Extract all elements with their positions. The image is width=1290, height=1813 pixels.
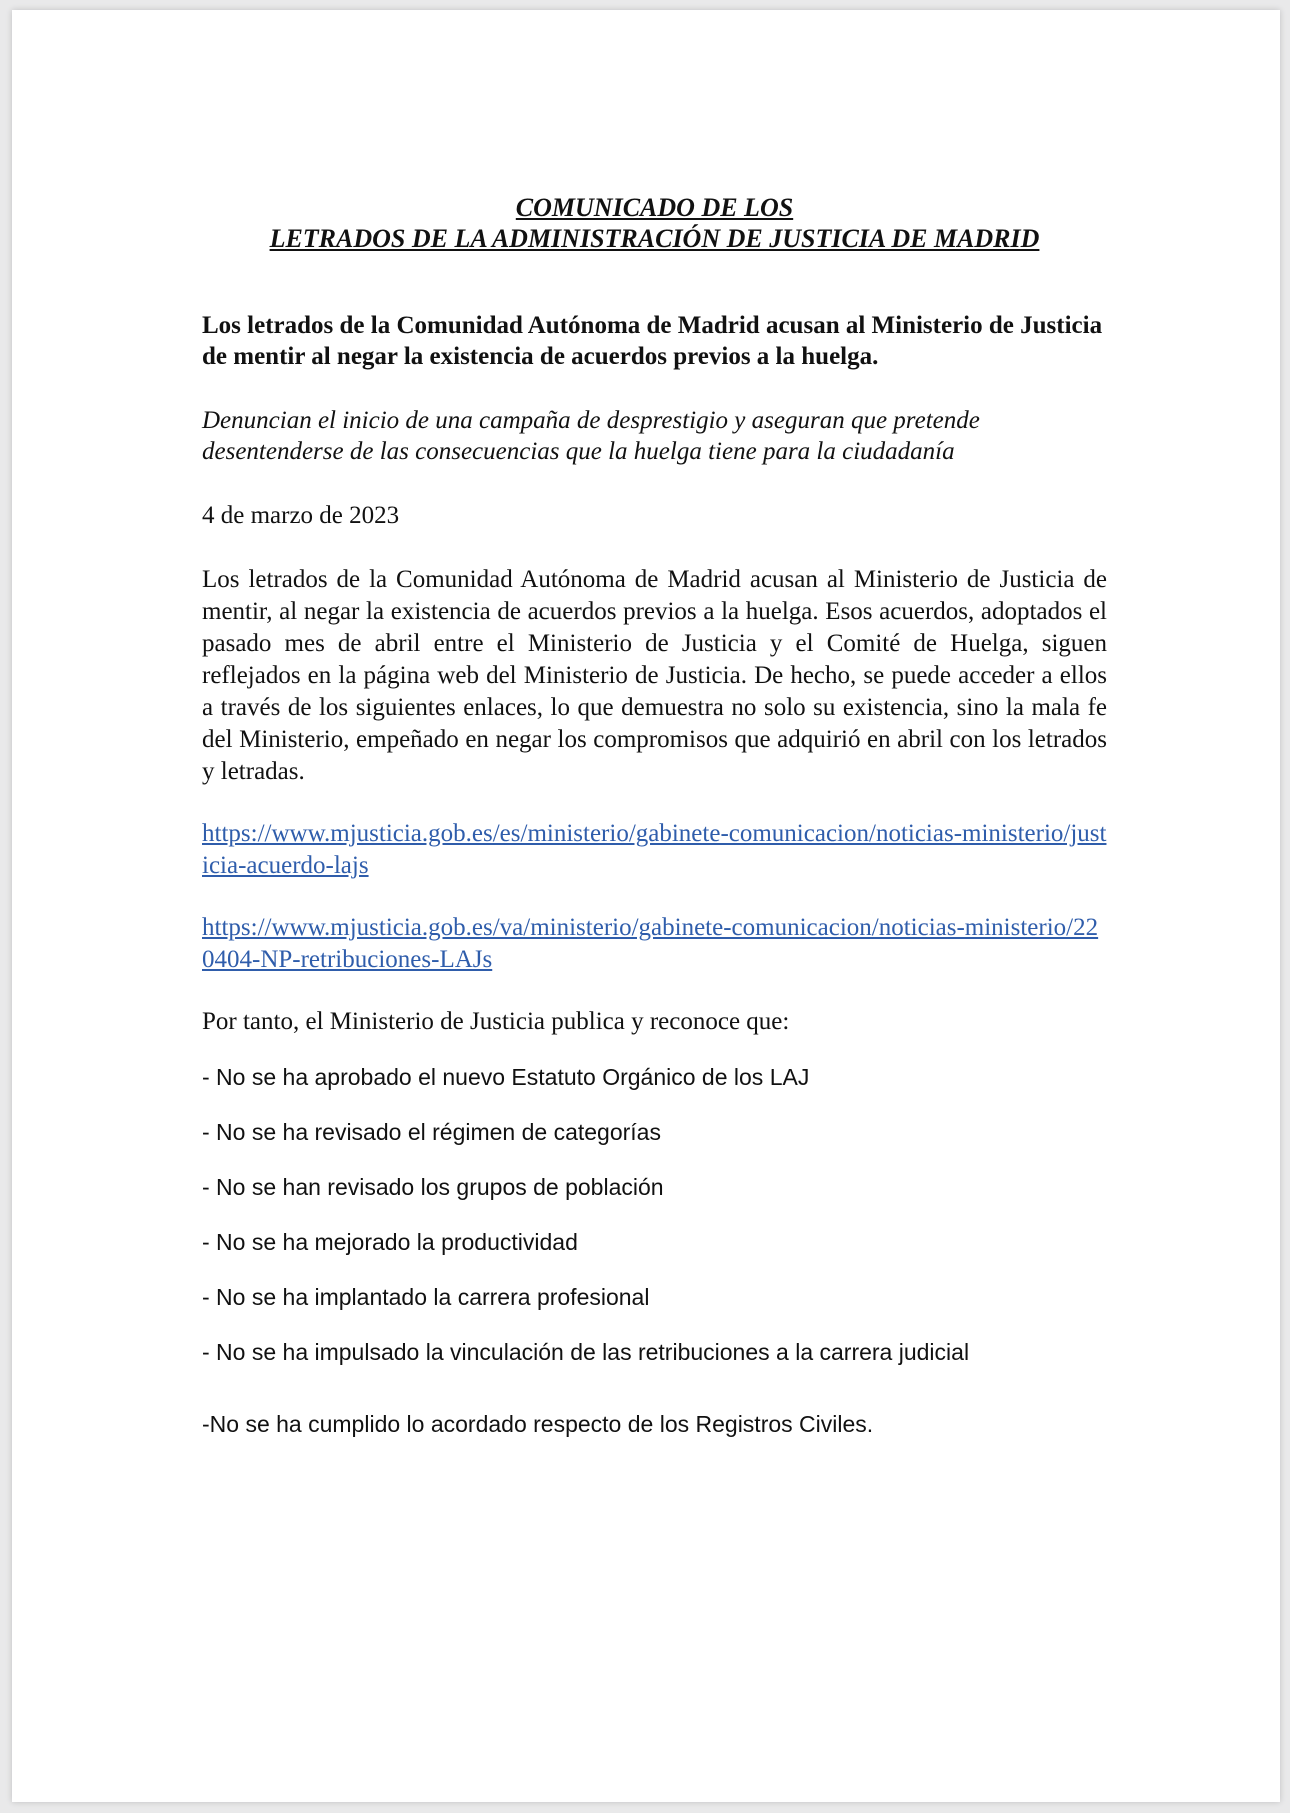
title-line-2: LETRADOS DE LA ADMINISTRACIÓN DE JUSTICIA DE MADRID xyxy=(269,224,1040,253)
list-item: - No se han revisado los grupos de población xyxy=(202,1174,664,1200)
headline: Los letrados de la Comunidad Autónoma de Madrid acusan al Ministerio de Justicia de mentir al negar la existencia de acuerdos previos a la huelga. xyxy=(202,312,1103,370)
list-item: -No se ha cumplido lo acordado respecto de los Registros Civiles. xyxy=(202,1411,874,1437)
link-acuerdo-lajs[interactable]: https://www.mjusticia.gob.es/es/ministerio/gabinete-comunicacion/noticias-ministerio/justicia-acuerdo-lajs xyxy=(202,820,1107,879)
publication-date: 4 de marzo de 2023 xyxy=(202,502,400,529)
subheadline: Denuncian el inicio de una campaña de desprestigio y aseguran que pretende desentenderse de las consecuencias que la huelga tiene para la ciudadanía xyxy=(202,407,980,465)
body-paragraph: Los letrados de la Comunidad Autónoma de Madrid acusan al Ministerio de Justicia de mentir, al negar la existencia de acuerdos previos a la huelga. Esos acuerdos, adoptados el pasado mes de abril entre el Ministerio de Justicia y el Comité de Huelga, siguen reflejados en la página web del Ministerio de Justicia. De hecho, se puede acceder a ellos a través de los siguientes enlaces, lo que demuestra no solo su existencia, sino la mala fe del Ministerio, empeñado en negar los compromisos que adquirió en abril con los letrados y letradas. xyxy=(202,566,1107,785)
list-item: - No se ha implantado la carrera profesional xyxy=(202,1284,650,1310)
list-intro: Por tanto, el Ministerio de Justicia publica y reconoce que: xyxy=(202,1008,790,1035)
title-line-1: COMUNICADO DE LOS xyxy=(515,193,794,222)
document-title xyxy=(202,192,1107,254)
findings-list xyxy=(202,1062,1107,1439)
link-retribuciones-lajs[interactable]: https://www.mjusticia.gob.es/va/ministerio/gabinete-comunicacion/noticias-ministerio/220404-NP-retribuciones-LAJs xyxy=(202,914,1099,973)
document-content xyxy=(202,192,1107,1464)
list-item: - No se ha revisado el régimen de categorías xyxy=(202,1119,661,1145)
list-item: - No se ha aprobado el nuevo Estatuto Orgánico de los LAJ xyxy=(202,1064,810,1090)
document-page xyxy=(12,10,1280,1802)
list-item: - No se ha impulsado la vinculación de las retribuciones a la carrera judicial xyxy=(202,1339,970,1365)
list-item: - No se ha mejorado la productividad xyxy=(202,1229,578,1255)
